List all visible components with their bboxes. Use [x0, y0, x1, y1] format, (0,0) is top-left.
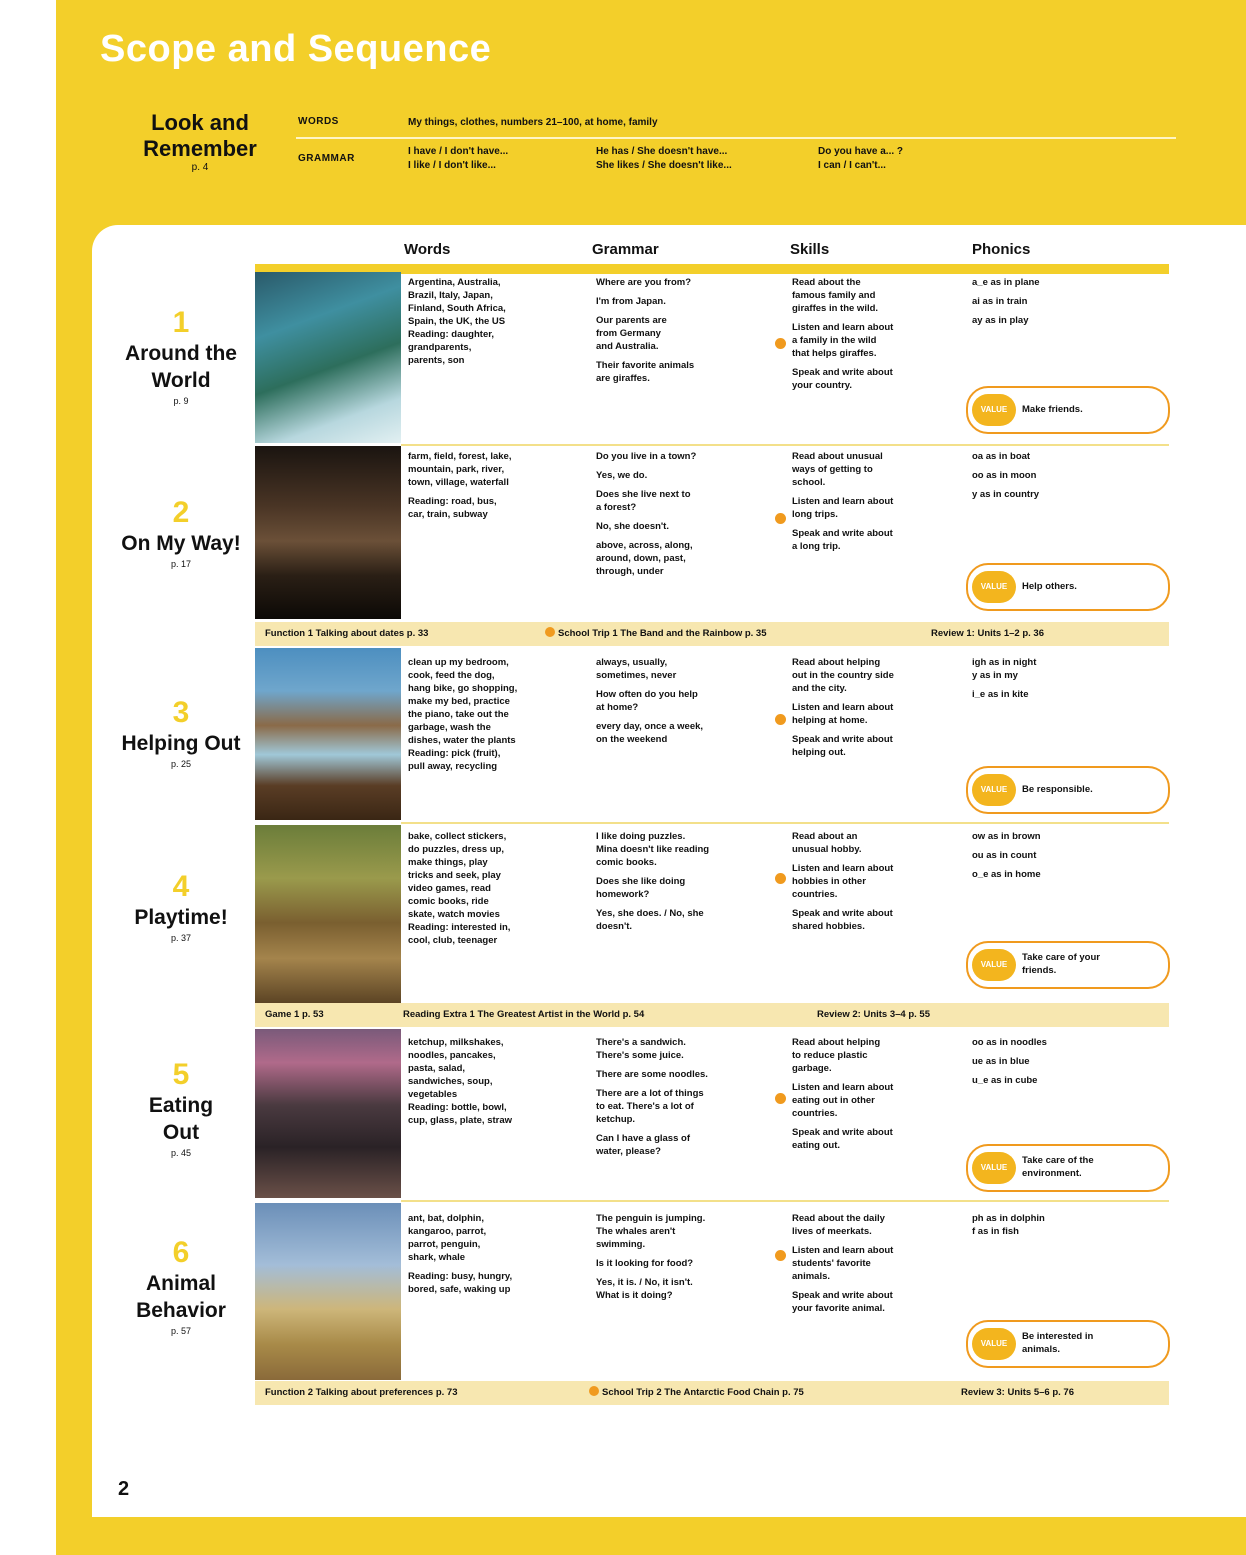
unit-page: p. 9 — [173, 396, 189, 406]
words-line: cup, glass, plate, straw — [408, 1115, 513, 1126]
row-divider — [401, 444, 1169, 446]
grammar-line: There's some juice. — [596, 1050, 684, 1061]
unit-photo-forest-path — [255, 446, 401, 619]
look-remember-title-line1: Look and — [151, 110, 249, 135]
phonics-line: ue as in blue — [972, 1056, 1030, 1067]
value-text: Help others. — [1022, 581, 1077, 592]
grammar-line: ketchup. — [596, 1114, 636, 1125]
words-line: mountain, park, river, — [408, 464, 505, 475]
grammar-line: Does she live next to — [596, 489, 691, 500]
skills-line: that helps giraffes. — [792, 348, 877, 359]
phonics-line: ay as in play — [972, 315, 1029, 326]
unit-photo-street-market — [255, 1029, 401, 1198]
grammar-line: Can I have a glass of — [596, 1133, 690, 1144]
grammar-line: Yes, she does. / No, she — [596, 908, 704, 919]
grammar-line: I'm from Japan. — [596, 296, 666, 307]
unit-phonics — [972, 830, 1162, 887]
column-header-phonics: Phonics — [972, 241, 1031, 258]
unit-number: 4 — [172, 870, 190, 903]
unit-page: p. 37 — [170, 933, 192, 943]
page-title: Scope and Sequence — [100, 28, 492, 70]
row-divider — [401, 1200, 1169, 1202]
review-item[interactable] — [545, 622, 767, 646]
skills-line: Listen and learn about — [792, 1082, 894, 1093]
review-bar — [255, 1381, 1169, 1405]
unit-label[interactable] — [108, 1236, 254, 1338]
look-remember-title-line2: Remember — [143, 136, 257, 161]
words-line: cool, club, teenager — [408, 935, 498, 946]
words-line: bake, collect stickers, — [408, 831, 507, 842]
column-header-grammar: Grammar — [592, 241, 659, 258]
unit-number: 1 — [172, 306, 190, 339]
words-line: parents, son — [408, 355, 465, 366]
unit-number: 2 — [172, 496, 190, 529]
value-text: Be interested in animals. — [1022, 1331, 1094, 1355]
phonics-line: y as in country — [972, 489, 1040, 500]
grammar-line: and Australia. — [596, 341, 659, 352]
grammar-line: The penguin is jumping. — [596, 1213, 706, 1224]
words-line: Argentina, Australia, — [408, 277, 501, 288]
skills-line: famous family and — [792, 290, 876, 301]
unit-title-line: Animal — [145, 1272, 216, 1295]
grammar-line: I like doing puzzles. — [596, 831, 686, 842]
grammar-line: around, down, past, — [596, 553, 686, 564]
skills-line: Read about an — [792, 831, 858, 842]
skills-line: helping out. — [792, 747, 846, 758]
listen-bullet-icon — [775, 338, 786, 349]
value-box — [966, 766, 1170, 814]
page-number: 2 — [118, 1478, 130, 1500]
unit-title-line: Playtime! — [134, 906, 228, 929]
words-line: garbage, wash the — [408, 722, 491, 733]
grammar-line: Yes, it is. / No, it isn't. — [596, 1277, 693, 1288]
unit-photo-flamingos — [255, 272, 401, 443]
grammar-line: on the weekend — [596, 734, 668, 745]
grammar-line: always, usually, — [596, 657, 668, 668]
skills-line: school. — [792, 477, 826, 488]
words-line: comic books, ride — [408, 896, 489, 907]
look-remember-grammar-col3 — [818, 145, 903, 173]
words-line: pasta, salad, — [408, 1063, 466, 1074]
phonics-line: oo as in moon — [972, 470, 1037, 481]
review-item[interactable]: Review 2: Units 3–4 p. 55 — [817, 1009, 930, 1020]
skills-line: a family in the wild — [792, 335, 877, 346]
words-line: Reading: road, bus, — [408, 496, 497, 507]
unit-phonics — [972, 656, 1162, 707]
unit-page: p. 45 — [170, 1148, 192, 1158]
look-remember-grammar-label: GRAMMAR — [298, 153, 355, 164]
school-trip-bullet-icon — [545, 627, 555, 637]
unit-words — [408, 656, 584, 773]
words-line: Reading: bottle, bowl, — [408, 1102, 507, 1113]
skills-line: to reduce plastic — [792, 1050, 868, 1061]
review-item[interactable]: Reading Extra 1 The Greatest Artist in the World p. 54 — [403, 1009, 645, 1020]
unit-grammar — [596, 276, 776, 385]
school-trip-bullet-icon — [589, 1386, 599, 1396]
value-box — [966, 386, 1170, 434]
words-line: Reading: pick (fruit), — [408, 748, 501, 759]
words-line: shark, whale — [408, 1252, 466, 1263]
review-item[interactable]: Function 1 Talking about dates p. 33 — [265, 628, 429, 639]
words-line: parrot, penguin, — [408, 1239, 481, 1250]
words-line: make my bed, practice — [408, 696, 510, 707]
skills-line: a long trip. — [792, 541, 841, 552]
words-line: ketchup, milkshakes, — [408, 1037, 504, 1048]
grammar-line: He has / She doesn't have... — [596, 146, 728, 157]
words-line: Reading: daughter, — [408, 329, 495, 340]
value-badge: VALUE — [972, 774, 1016, 806]
words-line: kangaroo, parrot, — [408, 1226, 487, 1237]
skills-line: eating out in other — [792, 1095, 875, 1106]
look-remember-grammar-col1 — [408, 145, 508, 173]
words-line: ant, bat, dolphin, — [408, 1213, 484, 1224]
review-bar — [255, 622, 1169, 646]
grammar-line: swimming. — [596, 1239, 646, 1250]
value-badge: VALUE — [972, 1328, 1016, 1360]
grammar-line: to eat. There's a lot of — [596, 1101, 694, 1112]
unit-photo-zebra-meerkats — [255, 1203, 401, 1380]
value-box — [966, 1144, 1170, 1192]
review-item-text: School Trip 1 The Band and the Rainbow p. 35 — [558, 628, 767, 639]
words-line: Reading: interested in, — [408, 922, 511, 933]
unit-skills — [792, 656, 966, 759]
unit-title-line: Helping Out — [121, 732, 241, 755]
unit-title-line: Eating — [148, 1094, 214, 1117]
value-badge: VALUE — [972, 949, 1016, 981]
skills-line: lives of meerkats. — [792, 1226, 872, 1237]
value-text: Take care of your friends. — [1022, 952, 1100, 976]
words-line: sandwiches, soup, — [408, 1076, 493, 1087]
grammar-line: There are a lot of things — [596, 1088, 704, 1099]
grammar-line: homework? — [596, 889, 650, 900]
grammar-line: Yes, we do. — [596, 470, 648, 481]
grammar-line: Their favorite animals — [596, 360, 695, 371]
skills-line: Speak and write about — [792, 734, 893, 745]
unit-title-line: Out — [162, 1121, 200, 1144]
unit-skills — [792, 276, 962, 392]
grammar-line: Mina doesn't like reading — [596, 844, 710, 855]
grammar-line: I like / I don't like... — [408, 160, 496, 171]
skills-line: Speak and write about — [792, 528, 893, 539]
skills-line: Speak and write about — [792, 367, 893, 378]
phonics-line: a_e as in plane — [972, 277, 1040, 288]
skills-line: hobbies in other — [792, 876, 866, 887]
unit-words — [408, 1036, 584, 1127]
grammar-line: Is it looking for food? — [596, 1258, 694, 1269]
unit-page: p. 25 — [170, 759, 192, 769]
words-line: cook, feed the dog, — [408, 670, 495, 681]
unit-words — [408, 276, 584, 367]
words-line: pull away, recycling — [408, 761, 498, 772]
listen-bullet-icon — [775, 714, 786, 725]
grammar-line: water, please? — [596, 1146, 661, 1157]
skills-line: Speak and write about — [792, 1127, 893, 1138]
value-text: Be responsible. — [1022, 784, 1093, 795]
unit-phonics — [972, 1036, 1162, 1093]
skills-line: long trips. — [792, 509, 838, 520]
skills-line: Listen and learn about — [792, 496, 894, 507]
left-margin — [0, 0, 56, 1555]
unit-title-line: World — [151, 369, 211, 392]
grammar-line: What is it doing? — [596, 1290, 673, 1301]
unit-skills — [792, 1212, 962, 1315]
skills-line: Listen and learn about — [792, 863, 894, 874]
words-line: Spain, the UK, the US — [408, 316, 506, 327]
phonics-line: i_e as in kite — [972, 689, 1029, 700]
grammar-line: There's a sandwich. — [596, 1037, 686, 1048]
listen-bullet-icon — [775, 1093, 786, 1104]
grammar-line: She likes / She doesn't like... — [596, 160, 732, 171]
words-line: Finland, South Africa, — [408, 303, 506, 314]
review-bar — [255, 1003, 1169, 1027]
grammar-line: How often do you help — [596, 689, 698, 700]
skills-line: eating out. — [792, 1140, 841, 1151]
value-text: Make friends. — [1022, 404, 1083, 415]
skills-line: students' favorite — [792, 1258, 871, 1269]
words-line: make things, play — [408, 857, 488, 868]
unit-label[interactable] — [108, 870, 254, 945]
phonics-line: ou as in count — [972, 850, 1037, 861]
skills-line: Listen and learn about — [792, 322, 894, 333]
skills-line: unusual hobby. — [792, 844, 862, 855]
listen-bullet-icon — [775, 873, 786, 884]
review-item[interactable]: Review 1: Units 1–2 p. 36 — [931, 628, 1044, 639]
skills-line: ways of getting to — [792, 464, 873, 475]
unit-label[interactable] — [108, 1058, 254, 1160]
unit-words — [408, 450, 584, 521]
skills-line: giraffes in the wild. — [792, 303, 879, 314]
words-line: dishes, water the plants — [408, 735, 516, 746]
skills-line: Listen and learn about — [792, 1245, 894, 1256]
phonics-line: y as in my — [972, 670, 1018, 681]
words-line: grandparents, — [408, 342, 472, 353]
look-remember-divider — [296, 137, 1176, 139]
unit-title-line: Around the — [125, 342, 237, 365]
skills-line: out in the country side — [792, 670, 894, 681]
value-text: Take care of the environment. — [1022, 1155, 1094, 1179]
skills-line: animals. — [792, 1271, 831, 1282]
grammar-line: Our parents are — [596, 315, 667, 326]
review-item[interactable]: Review 3: Units 5–6 p. 76 — [961, 1387, 1074, 1398]
unit-phonics — [972, 450, 1162, 507]
unit-number: 3 — [172, 696, 190, 729]
skills-line: and the city. — [792, 683, 847, 694]
phonics-line: oo as in noodles — [972, 1037, 1047, 1048]
skills-line: shared hobbies. — [792, 921, 865, 932]
words-line: Brazil, Italy, Japan, — [408, 290, 493, 301]
column-header-words: Words — [404, 241, 451, 258]
value-box — [966, 563, 1170, 611]
grammar-line: every day, once a week, — [596, 721, 704, 732]
grammar-line: sometimes, never — [596, 670, 677, 681]
skills-line: helping at home. — [792, 715, 868, 726]
unit-skills — [792, 450, 962, 553]
review-item[interactable]: Game 1 p. 53 — [265, 1009, 324, 1020]
words-line: video games, read — [408, 883, 491, 894]
listen-bullet-icon — [775, 1250, 786, 1261]
listen-bullet-icon — [775, 513, 786, 524]
row-divider — [401, 822, 1169, 824]
phonics-line: ai as in train — [972, 296, 1028, 307]
grammar-line: The whales aren't — [596, 1226, 676, 1237]
grammar-line: above, across, along, — [596, 540, 693, 551]
value-box — [966, 941, 1170, 989]
value-badge: VALUE — [972, 394, 1016, 426]
grammar-line: No, she doesn't. — [596, 521, 669, 532]
words-line: farm, field, forest, lake, — [408, 451, 512, 462]
words-line: hang bike, go shopping, — [408, 683, 518, 694]
words-line: bored, safe, waking up — [408, 1284, 511, 1295]
grammar-line: There are some noodles. — [596, 1069, 708, 1080]
unit-page: p. 57 — [170, 1326, 192, 1336]
skills-line: Read about the daily — [792, 1213, 885, 1224]
unit-grammar — [596, 450, 776, 578]
value-badge: VALUE — [972, 571, 1016, 603]
unit-title-line: Behavior — [136, 1299, 226, 1322]
look-remember-words-label: WORDS — [298, 116, 339, 127]
grammar-line: Do you live in a town? — [596, 451, 697, 462]
skills-line: Speak and write about — [792, 1290, 893, 1301]
skills-line: Read about helping — [792, 657, 881, 668]
skills-line: countries. — [792, 889, 838, 900]
phonics-line: ph as in dolphin — [972, 1213, 1045, 1224]
skills-line: countries. — [792, 1108, 838, 1119]
phonics-line: ow as in brown — [972, 831, 1041, 842]
phonics-line: u_e as in cube — [972, 1075, 1038, 1086]
unit-phonics — [972, 1212, 1162, 1238]
skills-line: your favorite animal. — [792, 1303, 885, 1314]
unit-title-line: On My Way! — [121, 532, 241, 555]
unit-words — [408, 830, 584, 947]
unit-grammar — [596, 656, 776, 746]
grammar-line: from Germany — [596, 328, 661, 339]
grammar-line: Does she like doing — [596, 876, 686, 887]
grammar-line: through, under — [596, 566, 664, 577]
value-box — [966, 1320, 1170, 1368]
grammar-line: are giraffes. — [596, 373, 650, 384]
unit-photo-playing-children — [255, 825, 401, 1003]
bottom-band — [56, 1517, 1246, 1555]
grammar-line: Do you have a... ? — [818, 146, 904, 157]
skills-line: Listen and learn about — [792, 702, 894, 713]
grammar-line: Where are you from? — [596, 277, 692, 288]
skills-line: Speak and write about — [792, 908, 893, 919]
grammar-line: comic books. — [596, 857, 657, 868]
column-header-skills: Skills — [790, 241, 830, 258]
unit-label[interactable] — [108, 496, 254, 571]
unit-photo-helping-chain — [255, 648, 401, 820]
unit-page: p. 17 — [170, 559, 192, 569]
words-line: tricks and seek, play — [408, 870, 501, 881]
look-remember-page: p. 4 — [191, 162, 209, 173]
skills-line: Read about the — [792, 277, 861, 288]
unit-grammar — [596, 1212, 776, 1302]
words-line: skate, watch movies — [408, 909, 500, 920]
phonics-line: o_e as in home — [972, 869, 1041, 880]
unit-skills — [792, 1036, 962, 1152]
look-remember-words-text: My things, clothes, numbers 21–100, at home, family — [408, 117, 658, 128]
unit-label[interactable] — [108, 306, 254, 408]
words-line: the piano, take out the — [408, 709, 509, 720]
review-item[interactable] — [589, 1381, 804, 1405]
words-line: Reading: busy, hungry, — [408, 1271, 513, 1282]
review-item-text: School Trip 2 The Antarctic Food Chain p. 75 — [602, 1387, 804, 1398]
look-remember-grammar-col2 — [596, 145, 732, 173]
unit-grammar — [596, 1036, 776, 1158]
skills-line: Read about unusual — [792, 451, 883, 462]
words-line: do puzzles, dress up, — [408, 844, 505, 855]
words-line: vegetables — [408, 1089, 458, 1100]
look-remember-title — [120, 110, 280, 174]
grammar-line: I can / I can't... — [818, 160, 886, 171]
skills-line: your country. — [792, 380, 852, 391]
words-line: clean up my bedroom, — [408, 657, 509, 668]
unit-grammar — [596, 830, 776, 933]
unit-label[interactable] — [108, 696, 254, 771]
phonics-line: igh as in night — [972, 657, 1037, 668]
words-line: noodles, pancakes, — [408, 1050, 496, 1061]
grammar-line: at home? — [596, 702, 639, 713]
grammar-line: doesn't. — [596, 921, 633, 932]
grammar-line: I have / I don't have... — [408, 146, 509, 157]
value-badge: VALUE — [972, 1152, 1016, 1184]
unit-skills — [792, 830, 962, 933]
unit-number: 5 — [172, 1058, 190, 1091]
unit-phonics — [972, 276, 1162, 333]
skills-line: Read about helping — [792, 1037, 881, 1048]
unit-number: 6 — [172, 1236, 190, 1269]
phonics-line: oa as in boat — [972, 451, 1031, 462]
unit-words — [408, 1212, 584, 1296]
skills-line: garbage. — [792, 1063, 832, 1074]
words-line: town, village, waterfall — [408, 477, 509, 488]
grammar-line: a forest? — [596, 502, 637, 513]
review-item[interactable]: Function 2 Talking about preferences p. 73 — [265, 1387, 458, 1398]
words-line: car, train, subway — [408, 509, 488, 520]
phonics-line: f as in fish — [972, 1226, 1019, 1237]
